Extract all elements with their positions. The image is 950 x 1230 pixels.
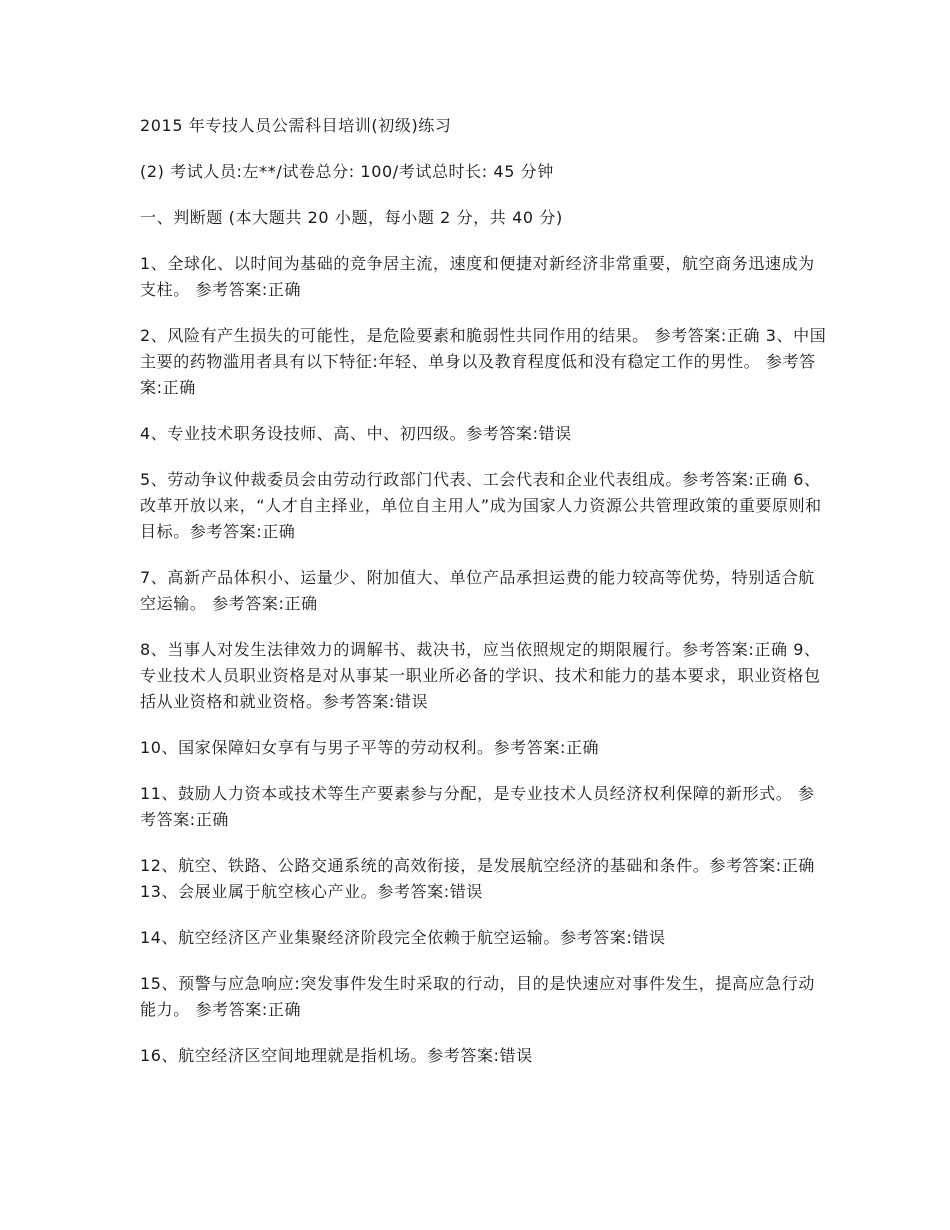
question-item: 15、预警与应急响应:突发事件发生时采取的行动，目的是快速应对事件发生，提高应急行动能力。 参考答案:正确 xyxy=(140,974,815,1019)
question-item: 1、全球化、以时间为基础的竞争居主流，速度和便捷对新经济非常重要，航空商务迅速成为支柱。 参考答案:正确 xyxy=(140,254,815,299)
question-item: 14、航空经济区产业集聚经济阶段完全依赖于航空运输。参考答案:错误 xyxy=(140,928,666,947)
question-item: 10、国家保障妇女享有与男子平等的劳动权利。参考答案:正确 xyxy=(140,738,600,757)
document-title: 2015 年专技人员公需科目培训(初级)练习 xyxy=(140,116,452,135)
question-item: 5、劳动争议仲裁委员会由劳动行政部门代表、工会代表和企业代表组成。参考答案:正确 6、改革开放以来，“人才自主择业，单位自主用人”成为国家人力资源公共管理政策的重要原则和目标。参考答案:正确 xyxy=(140,470,822,541)
exam-info: (2) 考试人员:左**/试卷总分: 100/考试总时长: 45 分钟 xyxy=(140,162,554,181)
document-body xyxy=(140,113,830,1089)
question-item: 4、专业技术职务设技师、高、中、初四级。参考答案:错误 xyxy=(140,424,572,443)
question-item: 2、风险有产生损失的可能性，是危险要素和脆弱性共同作用的结果。 参考答案:正确 3、中国主要的药物滥用者具有以下特征:年轻、单身以及教育程度低和没有稳定工作的男性。 参考答案:正确 xyxy=(140,326,827,397)
question-item: 7、高新产品体积小、运量少、附加值大、单位产品承担运费的能力较高等优势，特别适合航空运输。 参考答案:正确 xyxy=(140,568,815,613)
section-heading: 一、判断题 (本大题共 20 小题，每小题 2 分，共 40 分) xyxy=(140,208,563,227)
question-item: 12、航空、铁路、公路交通系统的高效衔接，是发展航空经济的基础和条件。参考答案:正确 13、会展业属于航空核心产业。参考答案:错误 xyxy=(140,856,815,901)
question-item: 11、鼓励人力资本或技术等生产要素参与分配，是专业技术人员经济权利保障的新形式。 参考答案:正确 xyxy=(140,784,815,829)
question-item: 8、当事人对发生法律效力的调解书、裁决书，应当依照规定的期限履行。参考答案:正确 9、专业技术人员职业资格是对从事某一职业所必备的学识、技术和能力的基本要求，职业资格包括从业资格和就业资格。参考答案:错误 xyxy=(140,640,821,711)
question-item: 16、航空经济区空间地理就是指机场。参考答案:错误 xyxy=(140,1046,533,1065)
